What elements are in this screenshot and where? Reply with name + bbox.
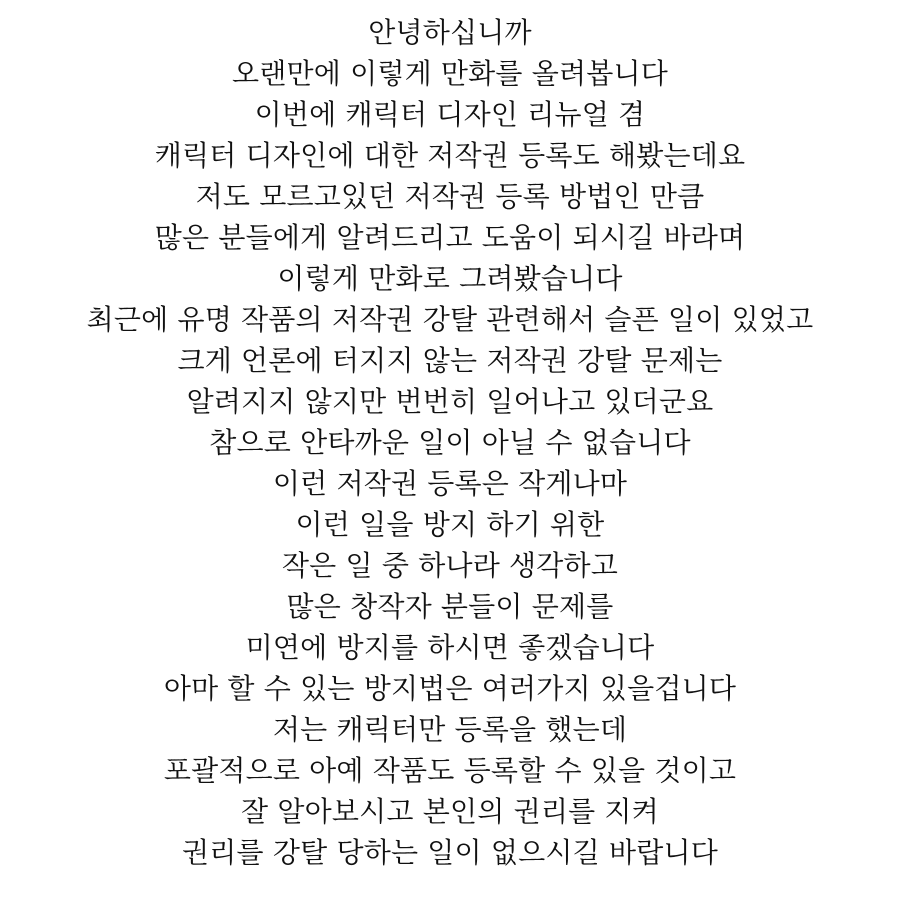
text-line: 이번에 캐릭터 디자인 리뉴얼 겸 (254, 98, 646, 131)
text-line-greeting: 안녕하십니까 (368, 16, 532, 49)
text-line-closing: 권리를 강탈 당하는 일이 없으시길 바랍니다 (182, 836, 718, 869)
text-line: 알려지지 않지만 번번히 일어나고 있더군요 (186, 385, 714, 418)
text-line: 캐릭터 디자인에 대한 저작권 등록도 해봤는데요 (154, 139, 746, 172)
message-text-block (0, 12, 900, 873)
text-line: 포괄적으로 아예 작품도 등록할 수 있을 것이고 (163, 754, 737, 787)
text-line: 많은 창작자 분들이 문제를 (286, 590, 614, 623)
text-line: 최근에 유명 작품의 저작권 강탈 관련해서 슬픈 일이 있었고 (86, 303, 814, 336)
text-line: 이런 일을 방지 하기 위한 (295, 508, 605, 541)
text-line: 저는 캐릭터만 등록을 했는데 (272, 713, 628, 746)
text-line: 이렇게 만화로 그려봤습니다 (277, 262, 623, 295)
text-line: 저도 모르고있던 저작권 등록 방법인 만큼 (195, 180, 705, 213)
text-line: 크게 언론에 터지지 않는 저작권 강탈 문제는 (177, 344, 723, 377)
text-line: 잘 알아보시고 본인의 권리를 지켜 (241, 795, 659, 828)
text-line: 많은 분들에게 알려드리고 도움이 되시길 바라며 (154, 221, 746, 254)
text-line: 참으로 안타까운 일이 아닐 수 없습니다 (209, 426, 691, 459)
text-line: 아마 할 수 있는 방지법은 여러가지 있을겁니다 (163, 672, 737, 705)
text-line: 이런 저작권 등록은 작게나마 (272, 467, 628, 500)
text-line: 오랜만에 이렇게 만화를 올려봅니다 (231, 57, 669, 90)
text-line: 작은 일 중 하나라 생각하고 (281, 549, 619, 582)
text-line: 미연에 방지를 하시면 좋겠습니다 (245, 631, 655, 664)
